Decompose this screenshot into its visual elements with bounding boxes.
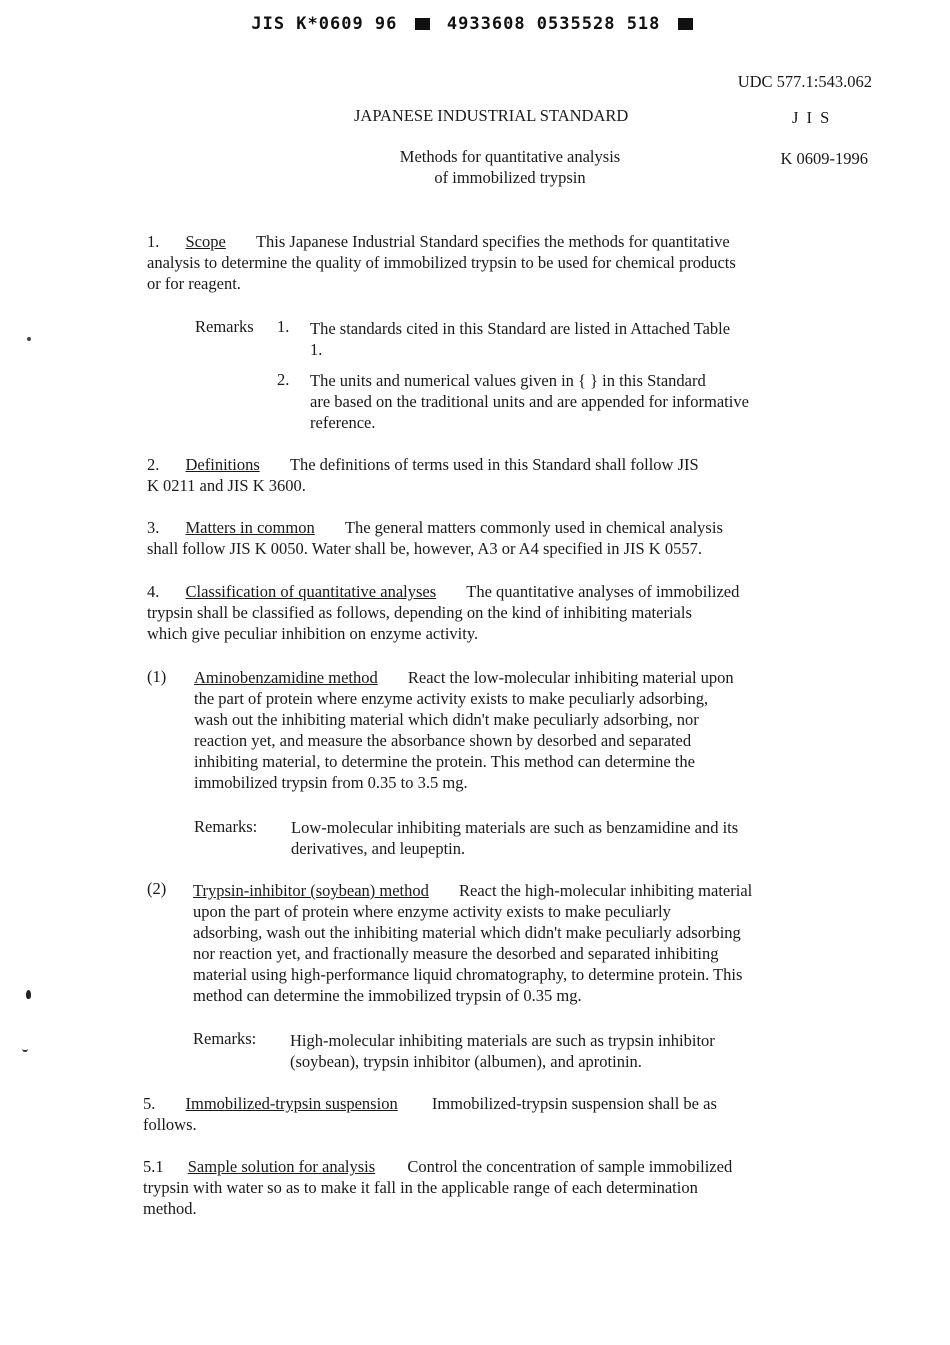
section-number: 3.	[147, 518, 160, 537]
scan-header-right: 518	[626, 14, 661, 34]
classification-line1: The quantitative analyses of immobilized	[466, 582, 740, 601]
remark-number: 1.	[277, 317, 290, 336]
section-number: 1.	[147, 232, 160, 251]
jis-mark: J I S	[792, 108, 832, 127]
section-heading: Definitions	[185, 455, 260, 474]
remarks-label: Remarks:	[194, 817, 258, 836]
sample-line2: trypsin with water so as to make it fall in the applicable range of each determination	[143, 1178, 698, 1197]
section-number: 2.	[147, 455, 160, 474]
sample-line1: Control the concentration of sample immobilized	[407, 1157, 733, 1176]
remark-number: 2.	[277, 370, 290, 389]
remark-item-1	[310, 318, 863, 360]
method-heading: Aminobenzamidine method	[194, 668, 378, 687]
classification-line3: which give peculiar inhibition on enzyme activity.	[147, 624, 479, 643]
section-suspension	[143, 1093, 861, 1135]
method-trypsin-inhibitor	[193, 880, 862, 1006]
method1-line6: immobilized trypsin from 0.35 to 3.5 mg.	[194, 773, 468, 792]
scan-header	[0, 14, 950, 34]
remarks-label: Remarks:	[193, 1029, 257, 1048]
common-line1: The general matters commonly used in chemical analysis	[344, 518, 723, 537]
scope-line2: analysis to determine the quality of immobilized trypsin to be used for chemical products	[147, 253, 736, 272]
section-definitions	[147, 454, 865, 496]
remarks-label: Remarks	[195, 317, 254, 336]
section-number: 4.	[147, 582, 160, 601]
method2-remarks-line2: (soybean), trypsin inhibitor (albumen), and aprotinin.	[290, 1052, 642, 1071]
remark-1-line1: The standards cited in this Standard are listed in Attached Table	[310, 319, 731, 338]
scan-speck	[26, 990, 31, 999]
section-number: 5.	[143, 1094, 156, 1113]
method2-line4: nor reaction yet, and fractionally measure the desorbed and separated inhibiting	[193, 944, 719, 963]
scan-block-mark	[678, 18, 693, 30]
section-sample-solution	[143, 1156, 861, 1219]
suspension-line1: Immobilized-trypsin suspension shall be as	[431, 1094, 717, 1113]
method1-remarks-line1: Low-molecular inhibiting materials are such as benzamidine and its	[291, 818, 739, 837]
scan-speck	[27, 337, 31, 341]
scope-line3: or for reagent.	[147, 274, 241, 293]
section-heading: Sample solution for analysis	[187, 1157, 376, 1176]
method2-remarks-line1: High-molecular inhibiting materials are such as trypsin inhibitor	[290, 1031, 715, 1050]
suspension-line2: follows.	[143, 1115, 197, 1134]
remark-item-2	[310, 370, 863, 433]
method1-remarks-line2: derivatives, and leupeptin.	[291, 839, 466, 858]
scan-header-middle: 4933608 0535528	[446, 14, 616, 34]
method-number: (2)	[147, 879, 167, 898]
method-aminobenzamidine	[194, 667, 862, 793]
method2-line6: method can determine the immobilized trypsin of 0.35 mg.	[193, 986, 582, 1005]
section-scope	[147, 231, 865, 294]
method1-remarks	[291, 817, 862, 859]
method2-line5: material using high-performance liquid chromatography, to determine protein. This	[193, 965, 743, 984]
section-classification	[147, 581, 865, 644]
doc-number: K 0609-1996	[780, 149, 868, 168]
remark-2-line3: reference.	[310, 413, 376, 432]
scope-line1: This Japanese Industrial Standard specifies the methods for quantitative	[255, 232, 730, 251]
section-common	[147, 517, 865, 559]
method-number: (1)	[147, 667, 167, 686]
remark-2-line1: The units and numerical values given in { } in this Standard	[310, 371, 706, 390]
standard-title: JAPANESE INDUSTRIAL STANDARD	[354, 106, 629, 125]
section-heading: Immobilized-trypsin suspension	[185, 1094, 398, 1113]
method2-line1: React the high-molecular inhibiting material	[459, 881, 753, 900]
method2-line3: adsorbing, wash out the inhibiting material which didn't make peculiarly adsorbing	[193, 923, 741, 942]
definitions-line1: The definitions of terms used in this Standard shall follow JIS	[289, 455, 699, 474]
doc-title-line2: of immobilized trypsin	[434, 168, 586, 187]
section-heading: Matters in common	[185, 518, 315, 537]
scan-speck	[22, 1047, 28, 1052]
definitions-line2: K 0211 and JIS K 3600.	[147, 476, 306, 495]
udc-code: UDC 577.1:543.062	[737, 72, 872, 91]
method1-line1: React the low-molecular inhibiting material upon	[407, 668, 734, 687]
scan-block-mark	[415, 18, 430, 30]
method2-remarks	[290, 1030, 862, 1072]
method1-line5: inhibiting material, to determine the protein. This method can determine the	[194, 752, 695, 771]
remark-2-line2: are based on the traditional units and are appended for informative	[310, 392, 749, 411]
doc-title-line1: Methods for quantitative analysis	[399, 147, 621, 166]
method1-line2: the part of protein where enzyme activity exists to make peculiarly adsorbing,	[194, 689, 709, 708]
remark-1-line2: 1.	[310, 340, 323, 359]
method-heading: Trypsin-inhibitor (soybean) method	[193, 881, 429, 900]
method2-line2: upon the part of protein where enzyme activity exists to make peculiarly	[193, 902, 671, 921]
scan-header-left: JIS K*0609 96	[251, 14, 398, 34]
sample-line3: method.	[143, 1199, 197, 1218]
classification-line2: trypsin shall be classified as follows, depending on the kind of inhibiting materials	[147, 603, 692, 622]
section-heading: Classification of quantitative analyses	[185, 582, 437, 601]
section-heading: Scope	[185, 232, 226, 251]
common-line2: shall follow JIS K 0050. Water shall be, however, A3 or A4 specified in JIS K 0557.	[147, 539, 702, 558]
method1-line3: wash out the inhibiting material which didn't make peculiarly adsorbing, nor	[194, 710, 699, 729]
method1-line4: reaction yet, and measure the absorbance shown by desorbed and separated	[194, 731, 692, 750]
section-number: 5.1	[143, 1157, 164, 1176]
